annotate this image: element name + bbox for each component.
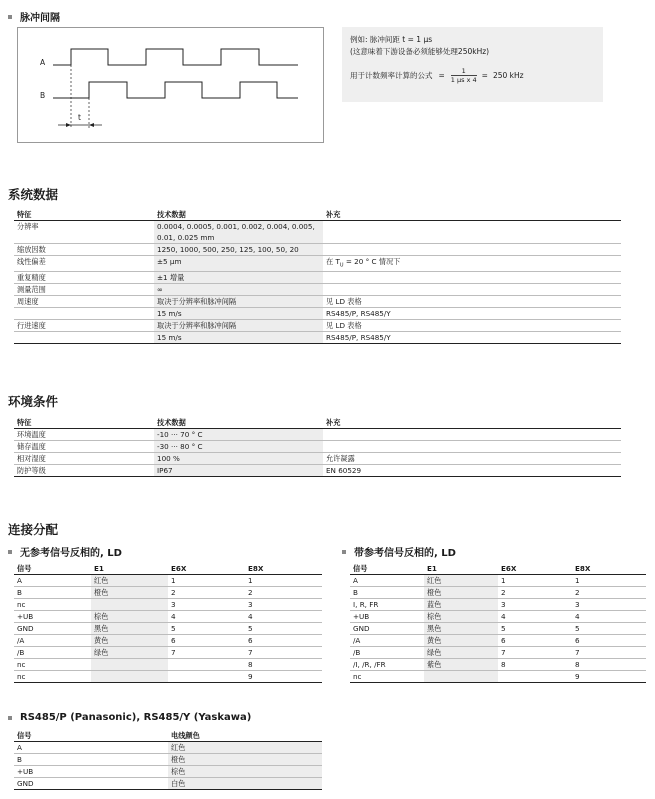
table-cell: GND bbox=[14, 623, 91, 635]
table-cell bbox=[424, 671, 498, 683]
cell-tech-data: 1250, 1000, 500, 250, 125, 100, 50, 20 bbox=[154, 244, 323, 256]
cell-feature: 相对湿度 bbox=[14, 453, 154, 465]
cell-feature: 行进速度 bbox=[14, 320, 154, 332]
table-row bbox=[14, 647, 322, 659]
table-cell: 黄色 bbox=[91, 635, 168, 647]
table-row bbox=[14, 256, 621, 272]
table-cell: 6 bbox=[498, 635, 572, 647]
header-supplement: 补充 bbox=[323, 209, 621, 221]
pulse-example-box bbox=[342, 27, 603, 102]
table-row bbox=[350, 611, 646, 623]
signal-a-label: A bbox=[40, 58, 46, 67]
connection-header-row bbox=[350, 563, 646, 575]
table-cell: 4 bbox=[572, 611, 646, 623]
table-cell: nc bbox=[350, 671, 424, 683]
table-cell: 5 bbox=[168, 623, 245, 635]
table-cell: /I, /R, /FR bbox=[350, 659, 424, 671]
table-cell: B bbox=[14, 754, 168, 766]
table-cell: 7 bbox=[245, 647, 322, 659]
table-row bbox=[350, 623, 646, 635]
arrow-head-right-icon bbox=[66, 123, 71, 127]
table-cell: 5 bbox=[245, 623, 322, 635]
cell-feature: 环境温度 bbox=[14, 429, 154, 441]
table-cell: 9 bbox=[572, 671, 646, 683]
cell-supplement bbox=[323, 244, 621, 256]
table-cell: 2 bbox=[498, 587, 572, 599]
table-cell: 橙色 bbox=[424, 587, 498, 599]
table-cell: 3 bbox=[168, 599, 245, 611]
environment-header-row bbox=[14, 417, 621, 429]
formula-numerator: 1 bbox=[451, 67, 477, 76]
cell-feature bbox=[14, 308, 154, 320]
table-row bbox=[14, 441, 621, 453]
temp-condition-subscript: U bbox=[339, 262, 344, 269]
table-cell: 1 bbox=[168, 575, 245, 587]
header-wire-color: 电线颜色 bbox=[168, 730, 322, 742]
table-cell: 绿色 bbox=[424, 647, 498, 659]
header-e6x: E6X bbox=[168, 563, 245, 575]
table-row bbox=[14, 453, 621, 465]
formula-fraction bbox=[451, 67, 477, 84]
table-row bbox=[14, 659, 322, 671]
header-signal: 信号 bbox=[14, 563, 91, 575]
table-row bbox=[14, 272, 621, 284]
cell-feature: 分辨率 bbox=[14, 221, 154, 244]
cell-supplement: RS485/P, RS485/Y bbox=[323, 332, 621, 344]
table-row bbox=[14, 587, 322, 599]
table-row bbox=[14, 778, 322, 790]
table-cell: 黑色 bbox=[424, 623, 498, 635]
system-header-row bbox=[14, 209, 621, 221]
table-cell: 绿色 bbox=[91, 647, 168, 659]
header-e8x: E8X bbox=[245, 563, 322, 575]
cell-feature: 测量范围 bbox=[14, 284, 154, 296]
arrow-head-left-icon bbox=[89, 123, 94, 127]
header-e6x: E6X bbox=[498, 563, 572, 575]
bullet-square-icon bbox=[8, 550, 12, 554]
table-cell: A bbox=[350, 575, 424, 587]
formula-label: 用于计数频率计算的公式 bbox=[350, 71, 433, 80]
header-feature: 特征 bbox=[14, 417, 154, 429]
header-tech-data: 技术数据 bbox=[154, 417, 323, 429]
bullet-square-icon bbox=[342, 550, 346, 554]
table-row bbox=[14, 332, 621, 344]
table-cell: 2 bbox=[245, 587, 322, 599]
table-cell: nc bbox=[14, 659, 91, 671]
left-table-heading bbox=[8, 544, 122, 559]
cell-tech-data: 取决于分辨率和脉冲间隔 bbox=[154, 320, 323, 332]
table-cell: 4 bbox=[168, 611, 245, 623]
table-cell: 红色 bbox=[168, 742, 322, 754]
table-cell: 6 bbox=[245, 635, 322, 647]
cell-supplement bbox=[323, 284, 621, 296]
table-cell: 6 bbox=[572, 635, 646, 647]
table-cell: 3 bbox=[572, 599, 646, 611]
cell-tech-data: 15 m/s bbox=[154, 308, 323, 320]
table-cell: 9 bbox=[245, 671, 322, 683]
table-row bbox=[14, 465, 621, 477]
table-cell bbox=[168, 659, 245, 671]
cell-supplement bbox=[323, 272, 621, 284]
cell-tech-data: -10 ··· 70 ° C bbox=[154, 429, 323, 441]
table-row bbox=[14, 742, 322, 754]
example-line-2: (这意味着下游设备必须能够处理250kHz) bbox=[350, 47, 490, 56]
table-row bbox=[350, 659, 646, 671]
table-cell: 2 bbox=[572, 587, 646, 599]
cell-supplement bbox=[323, 221, 621, 244]
right-connection-table bbox=[350, 563, 646, 683]
header-tech-data: 技术数据 bbox=[154, 209, 323, 221]
cell-supplement: EN 60529 bbox=[323, 465, 621, 477]
table-cell: A bbox=[14, 742, 168, 754]
connection-header-row bbox=[14, 563, 322, 575]
cell-tech-data: -30 ··· 80 ° C bbox=[154, 441, 323, 453]
cell-tech-data: IP67 bbox=[154, 465, 323, 477]
table-row bbox=[350, 635, 646, 647]
system-data-table bbox=[14, 209, 621, 344]
table-cell bbox=[91, 599, 168, 611]
left-connection-table bbox=[14, 563, 322, 683]
table-row bbox=[14, 599, 322, 611]
connection-heading: 连接分配 bbox=[8, 522, 59, 537]
cell-supplement: RS485/P, RS485/Y bbox=[323, 308, 621, 320]
pulse-heading-text: 脉冲间隔 bbox=[20, 13, 60, 24]
cell-feature: 缩放因数 bbox=[14, 244, 154, 256]
formula-equals-1: = bbox=[438, 71, 445, 80]
header-feature: 特征 bbox=[14, 209, 154, 221]
table-cell: 橙色 bbox=[168, 754, 322, 766]
formula-denominator: 1 µs x 4 bbox=[450, 76, 477, 84]
table-cell: 蓝色 bbox=[424, 599, 498, 611]
table-cell bbox=[498, 671, 572, 683]
table-cell: 1 bbox=[498, 575, 572, 587]
table-cell: 1 bbox=[572, 575, 646, 587]
header-e1: E1 bbox=[424, 563, 498, 575]
table-cell: 5 bbox=[498, 623, 572, 635]
table-cell: 3 bbox=[498, 599, 572, 611]
cell-tech-data: 取决于分辨率和脉冲间隔 bbox=[154, 296, 323, 308]
cell-tech-data: ±1 增量 bbox=[154, 272, 323, 284]
temp-condition-prefix: 在 T bbox=[326, 257, 340, 266]
table-row bbox=[14, 754, 322, 766]
cell-tech-data: ∞ bbox=[154, 284, 323, 296]
bullet-square-icon bbox=[8, 15, 12, 19]
table-row bbox=[14, 575, 322, 587]
rs485-table bbox=[14, 730, 322, 790]
formula-result: 250 kHz bbox=[492, 71, 524, 80]
table-cell: +UB bbox=[14, 766, 168, 778]
table-cell: +UB bbox=[350, 611, 424, 623]
table-cell: 6 bbox=[168, 635, 245, 647]
cell-tech-data: 100 % bbox=[154, 453, 323, 465]
cell-supplement bbox=[323, 256, 621, 272]
table-row bbox=[14, 308, 621, 320]
table-cell: /A bbox=[350, 635, 424, 647]
table-row bbox=[350, 587, 646, 599]
cell-feature: 线性偏差 bbox=[14, 256, 154, 272]
table-row bbox=[14, 296, 621, 308]
cell-feature: 周速度 bbox=[14, 296, 154, 308]
cell-tech-data: 15 m/s bbox=[154, 332, 323, 344]
rs485-header-row bbox=[14, 730, 322, 742]
table-cell: 8 bbox=[498, 659, 572, 671]
table-cell: 8 bbox=[572, 659, 646, 671]
cell-tech-data: ±5 µm bbox=[154, 256, 323, 272]
pulse-section-heading bbox=[8, 9, 60, 24]
header-signal: 信号 bbox=[14, 730, 168, 742]
table-cell: nc bbox=[14, 599, 91, 611]
formula-row bbox=[350, 67, 524, 84]
table-row bbox=[14, 244, 621, 256]
table-row bbox=[14, 623, 322, 635]
system-data-heading: 系统数据 bbox=[8, 187, 59, 202]
pulse-timing-diagram bbox=[18, 28, 323, 142]
signal-b-waveform bbox=[53, 82, 298, 98]
signal-a-waveform bbox=[53, 49, 298, 65]
table-row bbox=[14, 284, 621, 296]
table-row bbox=[14, 671, 322, 683]
table-row bbox=[350, 647, 646, 659]
bullet-square-icon bbox=[8, 716, 12, 720]
table-cell: 8 bbox=[245, 659, 322, 671]
table-cell: 红色 bbox=[91, 575, 168, 587]
table-row bbox=[14, 320, 621, 332]
table-cell: B bbox=[14, 587, 91, 599]
table-row bbox=[14, 429, 621, 441]
header-e1: E1 bbox=[91, 563, 168, 575]
cell-feature: 储存温度 bbox=[14, 441, 154, 453]
table-cell: 4 bbox=[245, 611, 322, 623]
cell-feature bbox=[14, 332, 154, 344]
table-row bbox=[14, 766, 322, 778]
table-cell: 棕色 bbox=[424, 611, 498, 623]
right-table-heading bbox=[342, 544, 456, 559]
header-supplement: 补充 bbox=[323, 417, 621, 429]
cell-supplement: 允许凝露 bbox=[323, 453, 621, 465]
table-row bbox=[14, 611, 322, 623]
rs485-heading bbox=[8, 712, 251, 723]
table-cell: GND bbox=[350, 623, 424, 635]
table-cell bbox=[168, 671, 245, 683]
header-e8x: E8X bbox=[572, 563, 646, 575]
table-cell: 7 bbox=[498, 647, 572, 659]
table-cell: I, R, FR bbox=[350, 599, 424, 611]
cell-supplement: 见 LD 表格 bbox=[323, 320, 621, 332]
table-cell bbox=[91, 671, 168, 683]
table-cell: /B bbox=[14, 647, 91, 659]
table-cell: 黑色 bbox=[91, 623, 168, 635]
table-cell: 棕色 bbox=[91, 611, 168, 623]
table-cell: 橙色 bbox=[91, 587, 168, 599]
table-cell: 红色 bbox=[424, 575, 498, 587]
example-line-1: 例如: 脉冲间距 t = 1 µs bbox=[350, 35, 433, 44]
right-heading-text: 带参考信号反相的, LD bbox=[354, 548, 456, 559]
rs485-heading-text: RS485/P (Panasonic), RS485/Y (Yaskawa) bbox=[20, 712, 252, 723]
pulse-diagram-box bbox=[17, 27, 324, 143]
interval-t-label: t bbox=[78, 113, 81, 122]
table-cell: 1 bbox=[245, 575, 322, 587]
table-cell: GND bbox=[14, 778, 168, 790]
table-cell bbox=[91, 659, 168, 671]
table-row bbox=[350, 671, 646, 683]
table-cell: B bbox=[350, 587, 424, 599]
table-cell: 白色 bbox=[168, 778, 322, 790]
temp-condition-suffix: = 20 ° C 情况下 bbox=[343, 257, 401, 266]
environment-table bbox=[14, 417, 621, 477]
table-cell: 5 bbox=[572, 623, 646, 635]
formula-equals-2: = bbox=[481, 71, 488, 80]
cell-tech-data: 0.0004, 0.0005, 0.001, 0.002, 0.004, 0.005, 0.01, 0.025 mm bbox=[154, 221, 323, 244]
table-cell: 3 bbox=[245, 599, 322, 611]
table-cell: /A bbox=[14, 635, 91, 647]
cell-supplement bbox=[323, 441, 621, 453]
table-row bbox=[14, 221, 621, 244]
environment-heading: 环境条件 bbox=[8, 394, 59, 409]
table-cell: 4 bbox=[498, 611, 572, 623]
table-cell: 7 bbox=[572, 647, 646, 659]
left-heading-text: 无参考信号反相的, LD bbox=[20, 548, 122, 559]
table-cell: 黄色 bbox=[424, 635, 498, 647]
cell-feature: 防护等级 bbox=[14, 465, 154, 477]
table-cell: /B bbox=[350, 647, 424, 659]
table-row bbox=[350, 575, 646, 587]
cell-feature: 重复精度 bbox=[14, 272, 154, 284]
table-cell: 棕色 bbox=[168, 766, 322, 778]
table-cell: nc bbox=[14, 671, 91, 683]
table-cell: A bbox=[14, 575, 91, 587]
table-cell: 2 bbox=[168, 587, 245, 599]
table-cell: 紫色 bbox=[424, 659, 498, 671]
cell-supplement bbox=[323, 429, 621, 441]
table-cell: +UB bbox=[14, 611, 91, 623]
signal-b-label: B bbox=[40, 91, 46, 100]
table-row bbox=[14, 635, 322, 647]
cell-supplement: 见 LD 表格 bbox=[323, 296, 621, 308]
table-row bbox=[350, 599, 646, 611]
header-signal: 信号 bbox=[350, 563, 424, 575]
table-cell: 7 bbox=[168, 647, 245, 659]
